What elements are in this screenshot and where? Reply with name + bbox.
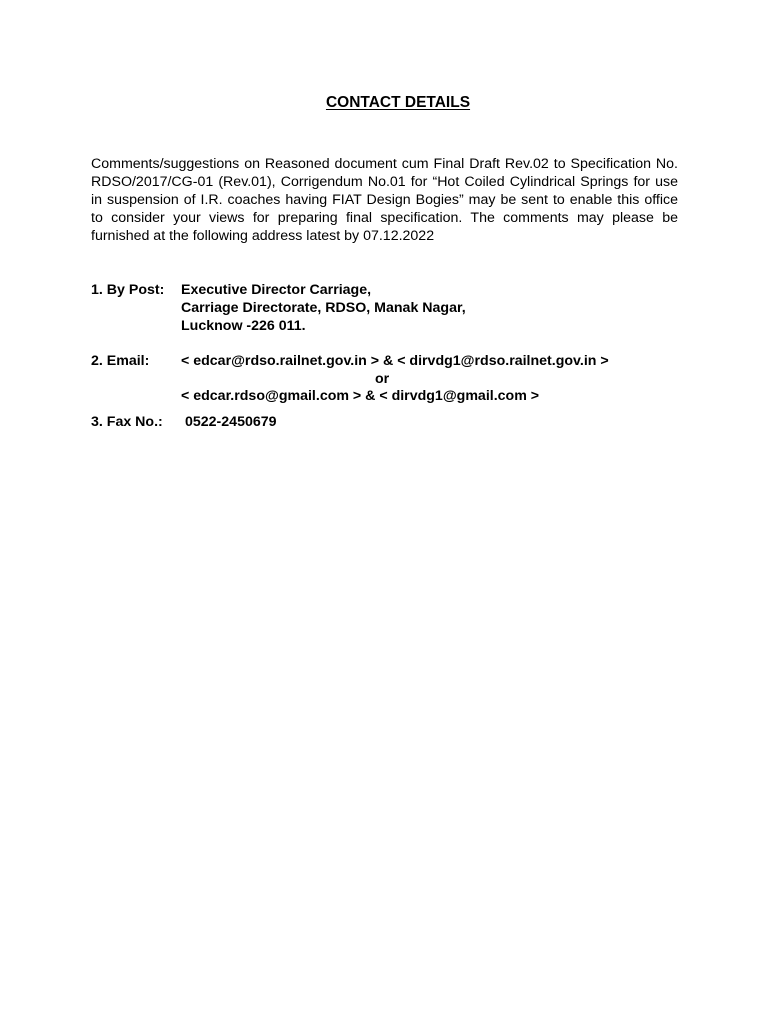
page-title: CONTACT DETAILS bbox=[325, 94, 471, 111]
fax-label: 3. Fax No.: bbox=[91, 414, 163, 430]
fax-number: 0522-2450679 bbox=[185, 414, 277, 430]
email-label: 2. Email: bbox=[91, 353, 150, 369]
post-label: 1. By Post: bbox=[91, 282, 165, 298]
post-address-line-2: Carriage Directorate, RDSO, Manak Nagar, bbox=[181, 300, 466, 316]
intro-paragraph: Comments/suggestions on Reasoned document cum Final Draft Rev.02 to Specification No. RDSO/2017/CG-01 (Rev.01), Corrigendum No.01 for “Hot Coiled Cylindrical Springs for use in suspension of I.R. coaches having FIAT Design Bogies” may be sent to enable this office to consider your views for preparing final specification. The comments may please be furnished at the following address latest by 07.12.2022 bbox=[91, 156, 678, 244]
post-address-line-1: Executive Director Carriage, bbox=[181, 282, 372, 298]
email-line-2: < edcar.rdso@gmail.com > & < dirvdg1@gmail.com > bbox=[181, 388, 540, 404]
post-address-line-3: Lucknow -226 011. bbox=[181, 318, 306, 334]
email-line-1: < edcar@rdso.railnet.gov.in > & < dirvdg1@rdso.railnet.gov.in > bbox=[181, 353, 609, 369]
email-or: or bbox=[375, 371, 390, 387]
